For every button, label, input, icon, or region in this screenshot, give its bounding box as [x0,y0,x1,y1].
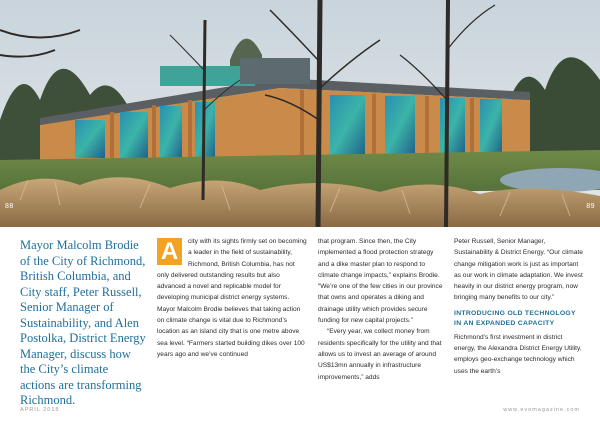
subheading-line: IN AN EXPANDED CAPACITY [454,319,555,327]
website-url: www.evomagazine.com [503,407,580,413]
article-deck: Mayor Malcolm Brodie of the City of Richmond, British Columbia, and City staff, Peter Russell, Senior Manager of Sustainability, and Alen Postolka, District Energy Manager, discuss how the City’s climate actions are transforming Richmond. [20,238,146,407]
section-subheading [454,309,584,329]
body-paragraph: “Every year, we collect money from residents specifically for the utility and that allows us to invest an average of around US$13mn annually in infrastructure improvements,” adds [318,328,442,381]
body-paragraph [157,236,307,360]
page-number-right: 89 [586,203,595,210]
body-paragraph: Peter Russell, Senior Manager, Sustainability & District Energy. “Our climate change mitigation work is just as important as our work in climate adaptation. We invest heavily in our district energy program, now bringing many benefits to our city.” [454,238,583,302]
page-number-left: 88 [5,203,14,210]
issue-date: APRIL 2018 [20,407,60,413]
body-column-3 [454,236,584,377]
body-text: city with its sights firmly set on becoming a leader in the field of sustainability, Richmond, British Columbia, has not only delivered outstanding results but also advanced a novel and replicable model for developing municipal district energy systems. Mayor Malcolm Brodie believes that taking action on climate change is vital due to Richmond’s location as an island city that is one metre above sea level. “Farmers started building dikes over 100 years ago and we’ve continued [157,238,307,358]
body-paragraph: that program. Since then, the City implemented a flood protection strategy and a dike master plan to respond to climate change impacts,” explains Brodie. “We’re one of the few cities in our province that owns and operates a diking and drainage utility which provides secure funding for new capital projects.” [318,238,443,325]
subheading-line: INTRODUCING OLD TECHNOLOGY [454,309,576,317]
body-column-2 [318,236,443,383]
body-paragraph: Richmond’s first investment in district energy, the Alexandra District Energy Utility, employs geo-exchange technology which uses the earth’s [454,333,582,375]
drop-cap: A [157,238,182,265]
body-column-1 [157,236,307,360]
